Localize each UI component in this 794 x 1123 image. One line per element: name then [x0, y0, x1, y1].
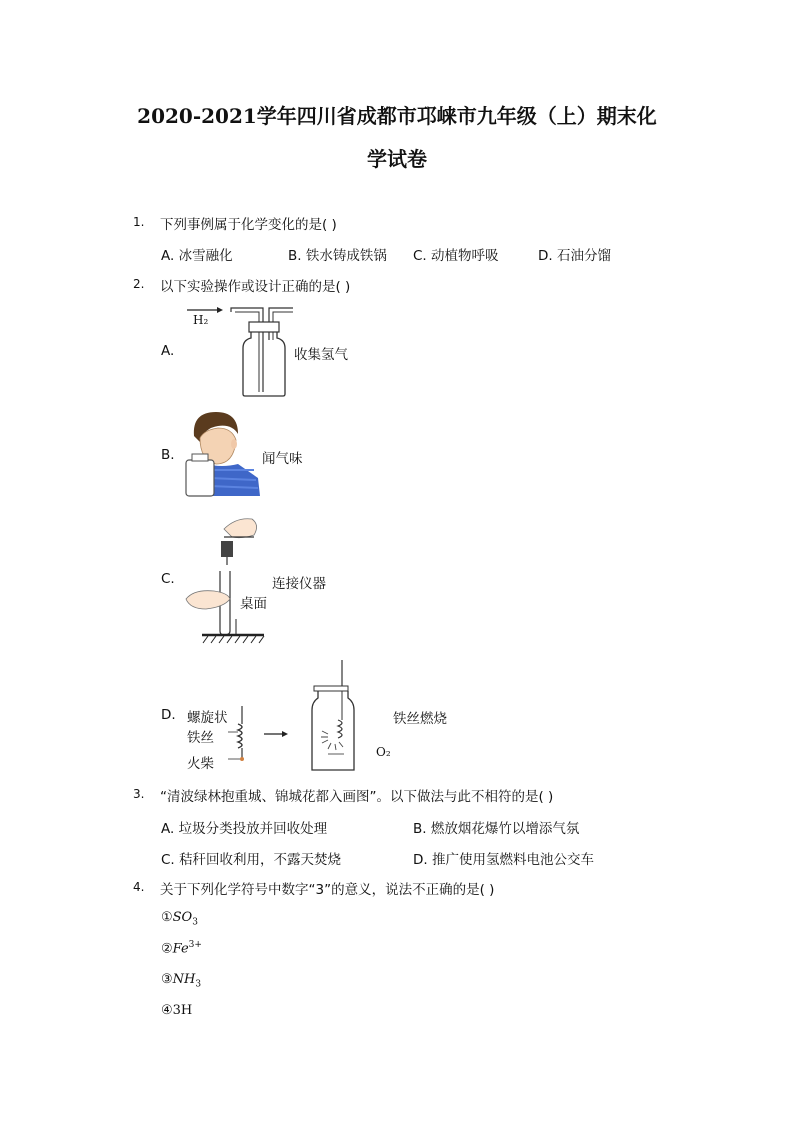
question-1-option-a[interactable] — [161, 244, 233, 264]
question-4-number: 4. — [133, 880, 145, 894]
option-text: 动植物呼吸 — [431, 248, 499, 264]
question-2-text: 以下实验操作或设计正确的是( ) — [160, 279, 351, 295]
iron-wire-combustion-figure — [228, 658, 368, 774]
option-text: 燃放烟花爆竹以增添气氛 — [430, 821, 580, 837]
question-1-option-d[interactable] — [538, 244, 611, 264]
option-c-caption: 连接仪器 — [272, 576, 326, 592]
option-letter: D. — [413, 852, 428, 868]
question-3-number: 3. — [133, 787, 145, 801]
option-text: 冰雪融化 — [178, 248, 233, 264]
h2-label: H₂ — [193, 313, 209, 327]
question-3-option-d[interactable] — [413, 848, 594, 868]
formula-item-3: $③NH_3$ — [161, 972, 202, 990]
formula-item-4: ④3H — [161, 1003, 193, 1018]
option-letter: B. — [413, 821, 427, 837]
o2-label: O₂ — [376, 745, 391, 759]
spiral-label: 螺旋状 — [187, 710, 228, 726]
option-d-caption: 铁丝燃烧 — [393, 711, 447, 727]
match-label: 火柴 — [187, 756, 214, 772]
option-text: 铁水铸成铁锅 — [305, 248, 387, 264]
question-2-option-c-letter[interactable]: C. — [161, 571, 175, 587]
page-title-line-2: 学试卷 — [367, 147, 427, 171]
option-text: 秸秆回收利用，不露天焚烧 — [179, 852, 342, 868]
option-text: 垃圾分类投放并回收处理 — [178, 821, 328, 837]
question-4-text: 关于下列化学符号中数字“3”的意义，说法不正确的是( ) — [160, 882, 495, 898]
question-1-text: 下列事例属于化学变化的是( ) — [160, 217, 337, 233]
option-text: 石油分馏 — [556, 248, 611, 264]
option-letter: A. — [161, 248, 175, 264]
question-3-option-c[interactable] — [161, 848, 341, 868]
question-3-option-a[interactable] — [161, 817, 327, 837]
question-1-option-c[interactable] — [413, 244, 499, 264]
table-label: 桌面 — [240, 596, 267, 612]
question-1-number: 1. — [133, 215, 145, 229]
question-3-text: “清波绿林抱重城、锦城花都入画图”。以下做法与此不相符的是( ) — [160, 789, 554, 805]
option-letter: D. — [538, 248, 553, 264]
connecting-apparatus-figure — [184, 515, 270, 645]
option-b-caption: 闻气味 — [262, 451, 303, 467]
formula-item-1: $①SO_3$ — [161, 910, 198, 928]
option-letter: C. — [161, 852, 175, 868]
option-letter: C. — [413, 248, 427, 264]
question-2-option-b-letter[interactable]: B. — [161, 447, 175, 463]
option-a-caption: 收集氢气 — [294, 347, 348, 363]
option-text: 推广使用氢燃料电池公交车 — [431, 852, 594, 868]
formula-item-2: $②Fe^{3+}$ — [161, 940, 202, 957]
question-1-option-b[interactable] — [288, 244, 387, 264]
question-2-option-d-letter[interactable]: D. — [161, 707, 176, 723]
page-title-line-1: 2020-2021学年四川省成都市邛崃市九年级（上）期末化 — [137, 104, 657, 128]
question-2-number: 2. — [133, 277, 145, 291]
smelling-boy-figure — [182, 408, 262, 498]
option-letter: B. — [288, 248, 302, 264]
question-2-option-a-letter[interactable]: A. — [161, 343, 175, 359]
iron-wire-label: 铁丝 — [187, 730, 214, 746]
question-3-option-b[interactable] — [413, 817, 579, 837]
option-letter: A. — [161, 821, 175, 837]
